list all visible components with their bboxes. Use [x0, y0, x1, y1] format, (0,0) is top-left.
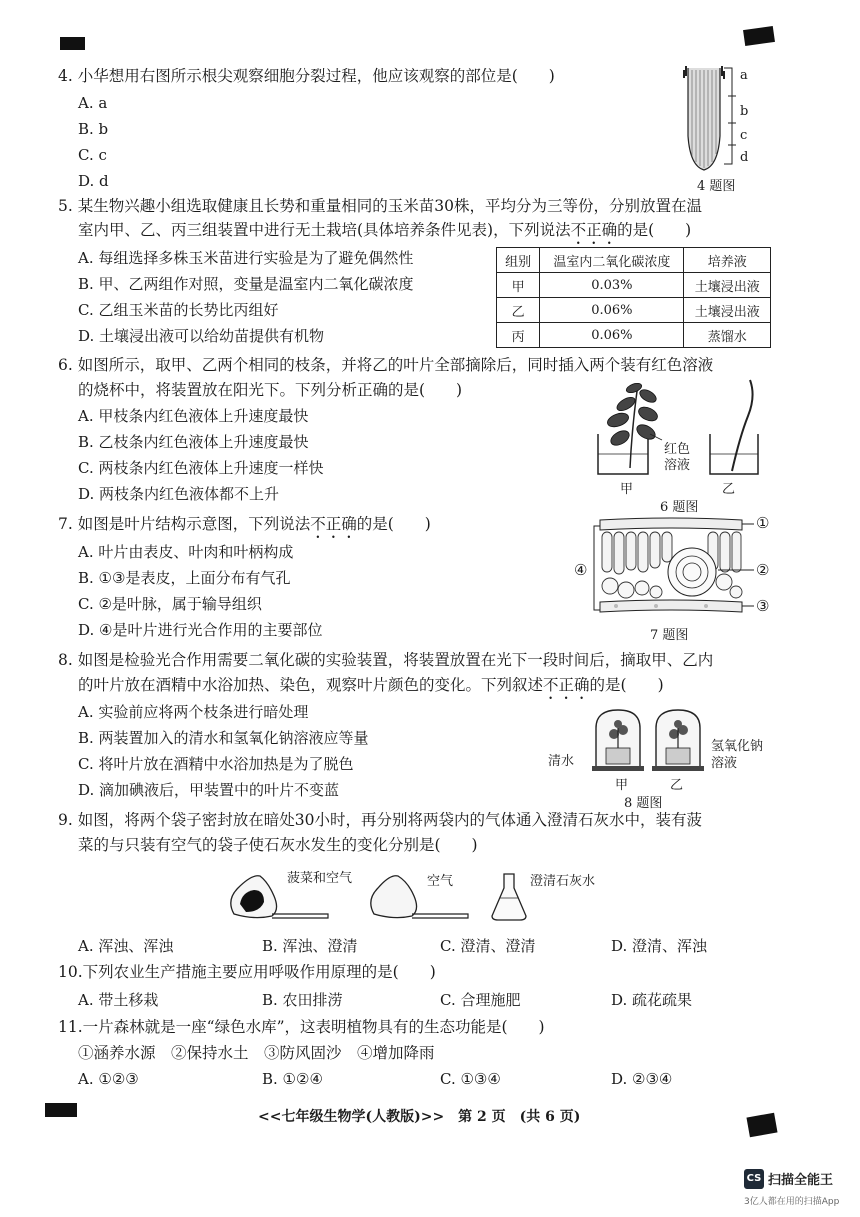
q6-option-d: D. 两枝条内红色液体都不上升 — [78, 485, 280, 503]
q6-stem-line1: 6. 如图所示，取甲、乙两个相同的枝条，并将乙的叶片全部摘除后，同时插入两个装有红色溶液 — [58, 356, 714, 374]
q5-option-c: C. 乙组玉米苗的长势比丙组好 — [78, 301, 279, 319]
q11-items: ①涵养水源 ②保持水土 ③防风固沙 ④增加降雨 — [78, 1044, 435, 1062]
q4-option-b: B. b — [78, 120, 109, 138]
q8-stem-text: 的叶片放在酒精中水浴加热、染色，观察叶片颜色的变化。下列叙述 — [78, 676, 544, 694]
q10-option-b: B. 农田排涝 — [262, 991, 343, 1009]
redaction-block — [746, 1113, 777, 1138]
q5-stem-line2 — [78, 220, 691, 248]
q11-option-d: D. ②③④ — [611, 1070, 673, 1088]
q7-option-d: D. ④是叶片进行光合作用的主要部位 — [78, 621, 323, 639]
table-cell: 乙 — [497, 298, 540, 323]
q7-option-c: C. ②是叶脉，属于输导组织 — [78, 595, 262, 613]
q8-stem-line1: 8. 如图是检验光合作用需要二氧化碳的实验装置，将装置放置在光下一段时间后，摘取甲、乙内 — [58, 651, 714, 669]
q7-option-b: B. ①③是表皮，上面分布有气孔 — [78, 569, 291, 587]
q8-fig-label-yi: 乙 — [670, 778, 684, 793]
q5-stem-line1: 5. 某生物兴趣小组选取健康且长势和重量相同的玉米苗30株，平均分为三等份，分别放置在温 — [58, 197, 702, 215]
q4-stem: 4. 小华想用右图所示根尖观察细胞分裂过程，他应该观察的部位是( ) — [58, 67, 555, 85]
table-cell: 甲 — [497, 273, 540, 298]
q6-fig-label-liquid: 红色溶液 — [664, 442, 691, 473]
table-cell: 0.03% — [540, 273, 684, 298]
q8-emphasis: 不正确 — [543, 676, 590, 694]
q9-option-b: B. 浑浊、澄清 — [262, 937, 358, 955]
q11-option-a: A. ①②③ — [78, 1070, 139, 1088]
table-cell: 蒸馏水 — [684, 323, 771, 348]
q7-emphasis: 不正确 — [310, 515, 357, 533]
q7-fig-label-3: ③ — [756, 597, 770, 615]
q8-fig-label-water: 清水 — [548, 754, 575, 769]
q5-option-d: D. 土壤浸出液可以给幼苗提供有机物 — [78, 327, 325, 345]
q9-fig-label-lime: 澄清石灰水 — [530, 874, 596, 889]
q5-option-b: B. 甲、乙两组作对照，变量是温室内二氧化碳浓度 — [78, 275, 414, 293]
camscanner-tagline: 3亿人都在用的扫描App — [744, 1197, 840, 1207]
q5-emphasis: 不正确 — [570, 221, 618, 239]
table-cell: 0.06% — [540, 323, 684, 348]
q4-caption: 4 题图 — [697, 179, 736, 194]
leaf-callout-lines — [574, 514, 764, 622]
q9-fig-label-spinach: 菠菜和空气 — [287, 871, 353, 886]
q6-stem-line2: 的烧杯中，将装置放在阳光下。下列分析正确的是( ) — [78, 381, 463, 399]
q11-option-c: C. ①③④ — [440, 1070, 501, 1088]
q4-option-d: D. d — [78, 172, 109, 190]
q5-culture-table — [496, 247, 771, 348]
q7-stem-end: 的是( ) — [356, 515, 431, 533]
table-cell: 0.06% — [540, 298, 684, 323]
q7-caption: 7 题图 — [650, 628, 689, 643]
q10-stem: 10.下列农业生产措施主要应用呼吸作用原理的是( ) — [58, 963, 436, 981]
q4-fig-label-b: b — [740, 104, 749, 119]
q8-stem-end: 的是( ) — [589, 676, 664, 694]
q4-option-a: A. a — [78, 94, 108, 112]
table-cell: 丙 — [497, 323, 540, 348]
q5-stem-text: 室内甲、乙、丙三组装置中进行无土栽培(具体培养条件见表)，下列说法 — [78, 221, 571, 239]
redaction-block — [743, 26, 775, 46]
q9-stem-line2: 菜的与只装有空气的袋子使石灰水发生的变化分别是( ) — [78, 836, 478, 854]
q8-fig-label-jia: 甲 — [615, 778, 629, 793]
q11-stem: 11.一片森林就是一座“绿色水库”，这表明植物具有的生态功能是( ) — [58, 1018, 545, 1036]
q9-option-d: D. 澄清、浑浊 — [611, 937, 708, 955]
q8-stem-line2 — [78, 675, 664, 703]
q7-stem-text: 7. 如图是叶片结构示意图，下列说法 — [58, 515, 311, 533]
table-header: 培养液 — [684, 248, 771, 273]
q4-option-c: C. c — [78, 146, 107, 164]
table-header: 温室内二氧化碳浓度 — [540, 248, 684, 273]
root-tip-figure — [680, 66, 780, 178]
q7-fig-label-1: ① — [756, 514, 770, 532]
table-cell: 土壤浸出液 — [684, 273, 771, 298]
q6-option-b: B. 乙枝条内红色液体上升速度最快 — [78, 433, 309, 451]
page-footer: <<七年级生物学(人教版)>> 第 2 页 (共 6 页) — [258, 1109, 581, 1125]
q6-caption: 6 题图 — [660, 500, 699, 515]
q8-caption: 8 题图 — [624, 796, 663, 811]
camscanner-logo-icon: CS — [744, 1169, 764, 1189]
bell-jar-figure — [590, 704, 710, 776]
q10-option-c: C. 合理施肥 — [440, 991, 521, 1009]
q4-fig-label-d: d — [740, 150, 749, 165]
q7-fig-label-4: ④ — [574, 561, 588, 579]
q9-option-c: C. 澄清、澄清 — [440, 937, 536, 955]
q9-stem-line1: 9. 如图，将两个袋子密封放在暗处30小时，再分别将两袋内的气体通入澄清石灰水中，装有菠 — [58, 811, 702, 829]
redaction-block — [60, 37, 85, 50]
q7-option-a: A. 叶片由表皮、叶肉和叶柄构成 — [78, 543, 294, 561]
q7-stem — [58, 514, 431, 542]
q6-option-c: C. 两枝条内红色液体上升速度一样快 — [78, 459, 324, 477]
q7-fig-label-2: ② — [756, 561, 770, 579]
camscanner-name: 扫描全能王 — [768, 1173, 834, 1188]
redaction-block — [45, 1103, 77, 1117]
q5-stem-end: 的是( ) — [617, 221, 692, 239]
table-cell: 土壤浸出液 — [684, 298, 771, 323]
q4-fig-label-a: a — [740, 68, 748, 83]
q10-option-d: D. 疏花疏果 — [611, 991, 693, 1009]
q9-option-a: A. 浑浊、浑浊 — [78, 937, 174, 955]
q9-fig-label-air: 空气 — [427, 874, 454, 889]
q8-option-a: A. 实验前应将两个枝条进行暗处理 — [78, 703, 309, 721]
q10-option-a: A. 带土移栽 — [78, 991, 159, 1009]
bags-figure — [220, 866, 580, 926]
q6-fig-label-jia: 甲 — [620, 482, 634, 497]
q4-fig-label-c: c — [740, 128, 748, 143]
q8-option-b: B. 两装置加入的清水和氢氧化钠溶液应等量 — [78, 729, 369, 747]
q6-fig-label-yi: 乙 — [722, 482, 736, 497]
q8-option-d: D. 滴加碘液后，甲装置中的叶片不变蓝 — [78, 781, 340, 799]
q11-option-b: B. ①②④ — [262, 1070, 323, 1088]
table-header: 组别 — [497, 248, 540, 273]
q5-option-a: A. 每组选择多株玉米苗进行实验是为了避免偶然性 — [78, 249, 414, 267]
q8-fig-label-naoh: 氢氧化钠溶液 — [711, 739, 764, 771]
q8-option-c: C. 将叶片放在酒精中水浴加热是为了脱色 — [78, 755, 354, 773]
q6-option-a: A. 甲枝条内红色液体上升速度最快 — [78, 407, 309, 425]
